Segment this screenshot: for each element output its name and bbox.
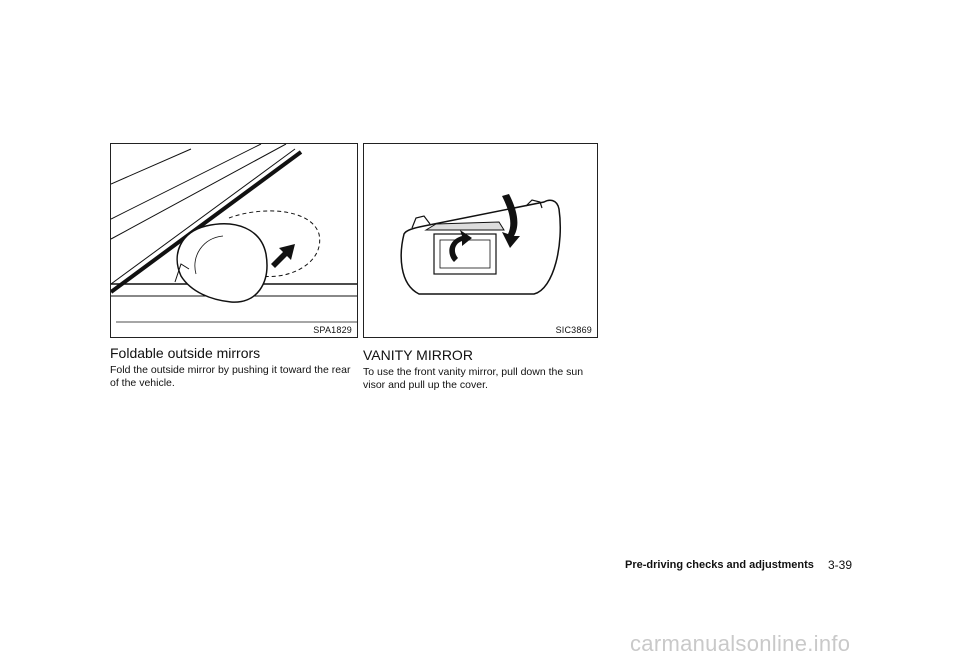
section-heading-foldable-mirrors: Foldable outside mirrors xyxy=(110,345,261,361)
section-body-foldable-mirrors: Fold the outside mirror by pushing it toward the rear of the vehicle. xyxy=(110,364,351,389)
visor-illustration xyxy=(364,144,597,337)
footer-section-title: Pre-driving checks and adjustments xyxy=(625,559,814,571)
section-heading-vanity-mirror: VANITY MIRROR xyxy=(363,347,473,363)
page-number: 3-39 xyxy=(828,558,853,572)
figure-foldable-mirror xyxy=(110,143,358,338)
section-body-vanity-mirror: To use the front vanity mirror, pull down the sun visor and pull up the cover. xyxy=(363,366,584,391)
figure-code: SPA1829 xyxy=(313,325,352,335)
mirror-illustration xyxy=(111,144,357,337)
figure-code: SIC3869 xyxy=(555,325,592,335)
figure-vanity-mirror xyxy=(363,143,598,338)
watermark: carmanualsonline.info xyxy=(630,631,851,656)
